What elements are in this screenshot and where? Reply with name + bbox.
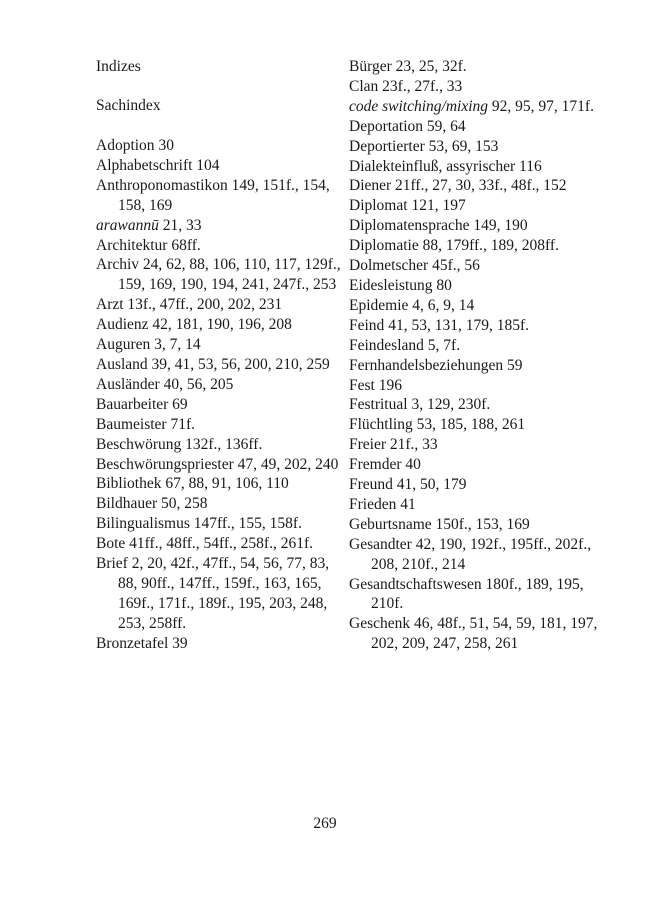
index-pages: 80 <box>432 276 452 294</box>
index-term: Fest <box>349 376 375 394</box>
index-pages: 67, 88, 91, 106, 110 <box>161 475 289 493</box>
index-entry <box>96 455 346 475</box>
index-pages: 196 <box>374 376 402 394</box>
index-entry <box>349 196 599 216</box>
index-entry <box>349 614 599 654</box>
index-pages: 147ff., 155, 158f. <box>189 515 302 533</box>
index-term: Deportation <box>349 117 424 135</box>
index-entry <box>96 335 346 355</box>
index-term: Diplomatensprache <box>349 217 470 235</box>
index-term: Bauarbeiter <box>96 395 169 413</box>
index-pages: 53, 185, 188, 261 <box>412 416 526 434</box>
index-pages: 53, 69, 153 <box>424 137 499 155</box>
index-pages: 39 <box>168 634 188 652</box>
index-term: Freier <box>349 436 387 454</box>
index-term: Gesandter <box>349 535 412 553</box>
index-entry <box>349 535 599 575</box>
index-entry <box>349 336 599 356</box>
index-term: Beschwörung <box>96 435 182 453</box>
index-entry <box>96 295 346 315</box>
index-pages: 42, 190, 192f., 195ff., 202f., 208, 210f., 214 <box>371 535 592 573</box>
index-pages: 149, 151f., 154, 158, 169 <box>118 176 330 214</box>
index-entry <box>96 494 346 514</box>
index-entry <box>349 515 599 535</box>
index-pages: 3, 129, 230f. <box>407 396 491 414</box>
index-entry <box>349 415 599 435</box>
entry-list-right <box>349 57 599 654</box>
index-pages: 69 <box>168 395 188 413</box>
index-term: Arzt <box>96 296 124 314</box>
index-entry <box>349 256 599 276</box>
index-term: Alphabetschrift <box>96 156 193 174</box>
index-pages: 59 <box>503 356 523 374</box>
index-pages: 30 <box>154 137 174 154</box>
index-term: Clan <box>349 77 379 95</box>
index-pages: 23, 25, 32f. <box>391 58 467 75</box>
index-term: Diener <box>349 177 392 195</box>
index-pages: 116 <box>515 157 542 175</box>
index-pages: 47, 49, 202, 240 <box>233 455 339 473</box>
index-term: Fremder <box>349 456 402 474</box>
index-entry <box>349 575 599 615</box>
index-entry <box>349 475 599 495</box>
index-pages: 4, 6, 9, 14 <box>408 296 475 314</box>
index-pages: 41 <box>396 495 416 513</box>
index-entry <box>96 156 346 176</box>
index-term: code switching/mixing <box>349 97 489 115</box>
index-entry <box>96 435 346 455</box>
index-term: Flüchtling <box>349 416 413 434</box>
index-entry <box>349 316 599 336</box>
index-entry <box>96 136 346 156</box>
index-pages: 21f., 33 <box>386 436 438 454</box>
index-pages: 46, 48f., 51, 54, 59, 181, 197, 202, 209, 247, 258, 261 <box>371 615 598 653</box>
index-entry <box>349 157 599 177</box>
index-pages: 132f., 136ff. <box>181 435 263 453</box>
index-entry <box>349 77 599 97</box>
index-term: Diplomatie <box>349 237 419 255</box>
index-pages: 50, 258 <box>157 495 208 513</box>
index-term: Feind <box>349 316 385 334</box>
index-term: Geschenk <box>349 615 411 633</box>
index-term: Dolmetscher <box>349 257 429 275</box>
index-pages: 21, 33 <box>158 216 202 234</box>
index-term: Adoption <box>96 137 155 154</box>
index-term: Baumeister <box>96 415 167 433</box>
index-pages: 21ff., 27, 30, 33f., 48f., 152 <box>391 177 567 195</box>
index-term: arawannū <box>96 216 159 234</box>
index-term: Freund <box>349 476 393 494</box>
index-term: Auguren <box>96 336 151 354</box>
index-entry <box>96 415 346 435</box>
index-entry <box>96 395 346 415</box>
index-entry <box>96 255 346 295</box>
index-term: Eidesleistung <box>349 276 433 294</box>
index-pages: 39, 41, 53, 56, 200, 210, 259 <box>147 355 330 373</box>
index-pages: 88, 179ff., 189, 208ff. <box>418 237 559 255</box>
page-number: 269 <box>313 815 337 832</box>
entry-list-left <box>96 136 346 654</box>
index-entry <box>349 97 599 117</box>
index-term: Diplomat <box>349 197 408 215</box>
index-entry <box>96 534 346 554</box>
index-term: Dialekteinfluß, assyrischer <box>349 157 516 175</box>
index-column-left <box>96 57 346 654</box>
index-term: Gesandtschaftswesen <box>349 575 482 593</box>
index-term: Architektur <box>96 236 168 254</box>
index-column-right <box>349 57 599 654</box>
index-term: Brief <box>96 555 128 573</box>
index-term: Geburtsname <box>349 515 432 533</box>
index-pages: 41, 53, 131, 179, 185f. <box>384 316 529 334</box>
index-pages: 23f., 27f., 33 <box>378 77 463 95</box>
index-entry <box>96 634 346 654</box>
index-term: Bildhauer <box>96 495 158 513</box>
index-entry <box>96 236 346 256</box>
index-term: Audienz <box>96 316 149 334</box>
index-term: Archiv <box>96 256 140 274</box>
index-entry <box>349 495 599 515</box>
index-entry <box>96 514 346 534</box>
index-entry <box>96 355 346 375</box>
index-term: Beschwörungspriester <box>96 455 234 473</box>
index-entry <box>349 137 599 157</box>
index-pages: 180f., 189, 195, 210f. <box>371 575 584 613</box>
index-term: Bürger <box>349 58 392 75</box>
index-entry <box>349 455 599 475</box>
index-entry <box>96 315 346 335</box>
index-term: Ausland <box>96 355 148 373</box>
index-pages: 150f., 153, 169 <box>431 515 530 533</box>
index-pages: 68ff. <box>167 236 201 254</box>
index-entry <box>349 435 599 455</box>
index-term: Fernhandelsbeziehungen <box>349 356 504 374</box>
index-term: Ausländer <box>96 375 160 393</box>
index-pages: 45f., 56 <box>428 257 480 275</box>
index-term: Feindesland <box>349 336 424 354</box>
index-entry <box>96 216 346 236</box>
index-pages: 3, 7, 14 <box>150 336 201 354</box>
index-entry <box>349 356 599 376</box>
index-term: Bibliothek <box>96 475 162 493</box>
index-entry <box>349 395 599 415</box>
index-pages: 2, 20, 42f., 47ff., 54, 56, 77, 83, 88, 90ff., 147ff., 159f., 163, 165, 169f., 171f., 189f., 195, 203, 248, 253, 258ff. <box>118 555 330 632</box>
index-pages: 71f. <box>166 415 196 433</box>
index-term: Frieden <box>349 495 397 513</box>
index-pages: 104 <box>192 156 220 174</box>
index-entry <box>96 554 346 634</box>
index-entry <box>349 236 599 256</box>
index-pages: 24, 62, 88, 106, 110, 117, 129f., 159, 169, 190, 194, 241, 247f., 253 <box>118 256 341 294</box>
index-entry <box>96 176 346 216</box>
section-heading: Sachindex <box>96 97 161 114</box>
index-entry <box>349 216 599 236</box>
index-pages: 40 <box>401 456 421 474</box>
index-pages: 42, 181, 190, 196, 208 <box>148 316 292 334</box>
index-entry <box>349 57 599 77</box>
index-entry <box>349 376 599 396</box>
index-pages: 92, 95, 97, 171f. <box>488 97 594 115</box>
index-term: Bronzetafel <box>96 634 169 652</box>
index-entry <box>349 296 599 316</box>
index-pages: 40, 56, 205 <box>159 375 234 393</box>
index-entry <box>349 117 599 137</box>
index-entry <box>349 276 599 296</box>
index-term: Bilingualismus <box>96 515 190 533</box>
index-term: Festritual <box>349 396 408 414</box>
index-entry <box>349 176 599 196</box>
index-pages: 149, 190 <box>469 217 528 235</box>
index-entry <box>96 375 346 395</box>
page-title: Indizes <box>96 58 141 75</box>
index-pages: 13f., 47ff., 200, 202, 231 <box>123 296 283 314</box>
index-pages: 121, 197 <box>407 197 466 215</box>
index-term: Deportierter <box>349 137 425 155</box>
index-pages: 59, 64 <box>423 117 466 135</box>
index-term: Bote <box>96 535 126 553</box>
index-term: Anthroponomastikon <box>96 176 228 194</box>
index-pages: 41, 50, 179 <box>392 476 467 494</box>
index-pages: 5, 7f. <box>423 336 461 354</box>
index-entry <box>96 474 346 494</box>
index-term: Epidemie <box>349 296 409 314</box>
index-pages: 41ff., 48ff., 54ff., 258f., 261f. <box>125 535 313 553</box>
